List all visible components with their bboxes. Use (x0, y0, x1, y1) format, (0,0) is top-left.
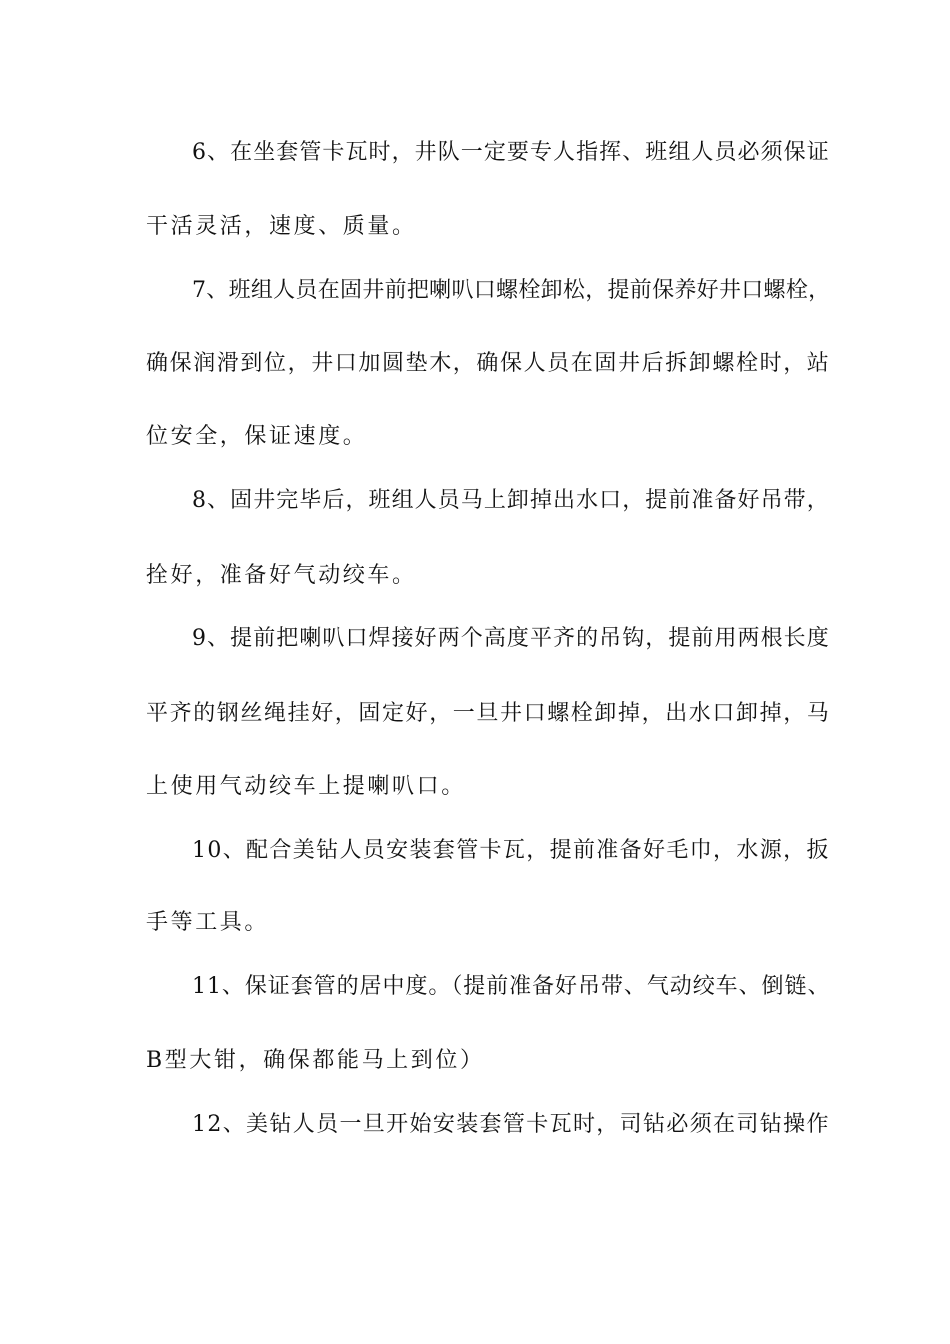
paragraph-9-line-1: 9、提前把喇叭口焊接好两个高度平齐的吊钩，提前用两根长度 (192, 626, 830, 651)
paragraph-9-line-2: 平齐的钢丝绳挂好，固定好，一旦井口螺栓卸掉，出水口卸掉，马 (146, 701, 831, 726)
paragraph-8-line-1: 8、固井完毕后，班组人员马上卸掉出水口，提前准备好吊带， (192, 488, 830, 513)
paragraph-9-line-3: 上使用气动绞车上提喇叭口。 (146, 774, 466, 799)
paragraph-12-line-1: 12、美钻人员一旦开始安装套管卡瓦时，司钻必须在司钻操作 (192, 1112, 830, 1137)
paragraph-6-line-1: 6、在坐套管卡瓦时，井队一定要专人指挥、班组人员必须保证 (192, 140, 830, 165)
paragraph-7-line-2: 确保润滑到位，井口加圆垫木，确保人员在固井后拆卸螺栓时，站 (146, 351, 831, 376)
paragraph-10-line-2: 手等工具。 (146, 910, 270, 935)
paragraph-10-line-1: 10、配合美钻人员安装套管卡瓦，提前准备好毛巾，水源，扳 (192, 838, 830, 863)
paragraph-11-line-1: 11、保证套管的居中度。（提前准备好吊带、气动绞车、倒链、 (192, 974, 831, 999)
paragraph-8-line-2: 拴好，准备好气动绞车。 (146, 563, 417, 588)
paragraph-11-line-2: B型大钳，确保都能马上到位） (146, 1048, 485, 1073)
paragraph-7-line-3: 位安全，保证速度。 (146, 424, 368, 449)
paragraph-7-line-1: 7、班组人员在固井前把喇叭口螺栓卸松，提前保养好井口螺栓， (192, 278, 831, 303)
paragraph-6-line-2: 干活灵活，速度、质量。 (146, 214, 417, 239)
